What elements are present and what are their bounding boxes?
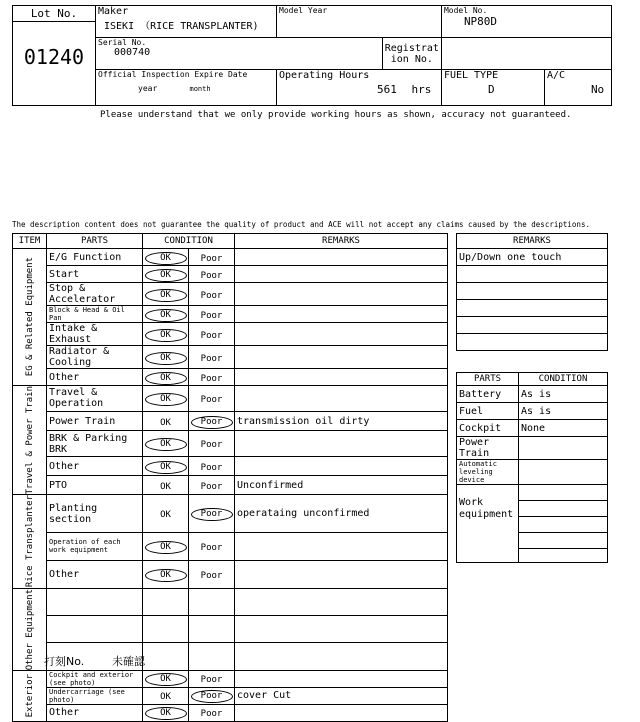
rp-condition: As is — [519, 403, 608, 420]
poor-cell — [189, 670, 235, 687]
item-group-label: Rice Transplanter — [24, 495, 35, 588]
item-group-cell — [13, 495, 47, 588]
hours-cell — [277, 70, 442, 106]
poor-option: Poor — [200, 542, 223, 553]
right-remarks-first: Up/Down one touch — [457, 249, 608, 266]
poor-cell — [189, 495, 235, 533]
ok-option-circled: OK — [145, 309, 187, 322]
part-name: Block & Head & Oil Pan — [47, 306, 143, 323]
year-label: year — [138, 84, 158, 93]
remark — [235, 346, 448, 369]
ok-cell — [143, 704, 189, 721]
poor-option: Poor — [200, 330, 223, 341]
remark — [235, 457, 448, 476]
poor-cell — [189, 386, 235, 412]
ac-value: No — [590, 83, 605, 96]
ok-cell — [143, 386, 189, 412]
part-name: Cockpit and exterior (see photo) — [47, 670, 143, 687]
poor-option-circled: Poor — [191, 416, 233, 429]
right-remarks-row — [457, 334, 608, 351]
work-equipment-label: Work equipment — [457, 485, 519, 563]
part-name: Start — [47, 266, 143, 283]
model-year-label: Model Year — [279, 6, 328, 15]
ok-cell — [143, 615, 189, 642]
remark — [235, 615, 448, 642]
item-group-cell — [13, 249, 47, 386]
ok-option-circled: OK — [145, 541, 187, 554]
remark — [235, 532, 448, 560]
poor-cell — [189, 346, 235, 369]
footer-label: 打刻No. — [44, 655, 85, 668]
ok-cell — [143, 588, 189, 615]
part-name: Planting section — [47, 495, 143, 533]
part-name: E/G Function — [47, 249, 143, 266]
poor-option: Poor — [200, 353, 223, 364]
ac-cell — [544, 70, 611, 106]
ok-option-circled: OK — [145, 372, 187, 385]
ok-option-circled: OK — [145, 393, 187, 406]
part-name: Power Train — [47, 411, 143, 430]
remark: operataing unconfirmed — [235, 495, 448, 533]
part-name: Radiator & Cooling — [47, 346, 143, 369]
rp-condition: None — [519, 420, 608, 437]
right-remarks-row — [457, 283, 608, 300]
ok-cell — [143, 643, 189, 670]
item-group-cell — [13, 670, 47, 721]
right-remarks-row — [457, 300, 608, 317]
right-work-table — [456, 459, 608, 563]
remark: Unconfirmed — [235, 476, 448, 495]
auto-leveling-value — [519, 460, 608, 485]
remark: cover Cut — [235, 687, 448, 704]
poor-cell — [189, 369, 235, 386]
work-row — [519, 501, 608, 517]
item-group-cell — [13, 588, 47, 670]
part-name — [47, 588, 143, 615]
rp-col-condition: CONDITION — [519, 373, 608, 386]
rp-condition: As is — [519, 386, 608, 403]
ok-cell — [143, 266, 189, 283]
ok-cell — [143, 346, 189, 369]
ok-cell — [143, 670, 189, 687]
poor-option: Poor — [200, 270, 223, 281]
remark — [235, 249, 448, 266]
ok-option: OK — [160, 481, 171, 492]
ok-cell — [143, 476, 189, 495]
maker-label: Maker — [98, 6, 129, 17]
ok-cell — [143, 687, 189, 704]
work-row — [519, 533, 608, 549]
poor-cell — [189, 615, 235, 642]
remark — [235, 704, 448, 721]
poor-cell — [189, 588, 235, 615]
maker-cell — [96, 6, 277, 38]
right-remarks-table — [456, 233, 608, 351]
ok-option-circled: OK — [145, 673, 187, 686]
poor-option: Poor — [200, 290, 223, 301]
poor-cell — [189, 560, 235, 588]
remark — [235, 670, 448, 687]
poor-cell — [189, 249, 235, 266]
ok-option: OK — [160, 417, 171, 428]
ok-cell — [143, 457, 189, 476]
remark — [235, 323, 448, 346]
poor-option: Poor — [200, 440, 223, 451]
part-name: Other — [47, 704, 143, 721]
ok-option-circled: OK — [145, 438, 187, 451]
col-remarks-header: REMARKS — [235, 234, 448, 249]
serial-cell — [96, 38, 383, 70]
right-remarks-row — [457, 317, 608, 334]
poor-cell — [189, 283, 235, 306]
rp-col-parts: PARTS — [457, 373, 519, 386]
item-group-label: EG & Related Equipment — [24, 257, 35, 377]
ac-label: A/C — [546, 70, 565, 81]
serial-value: 000740 — [114, 47, 151, 58]
poor-cell — [189, 687, 235, 704]
poor-cell — [189, 457, 235, 476]
inspection-cell — [96, 70, 277, 106]
poor-cell — [189, 306, 235, 323]
poor-cell — [189, 643, 235, 670]
ok-cell — [143, 369, 189, 386]
hours-label: Operating Hours — [279, 70, 370, 81]
remark — [235, 431, 448, 457]
work-row — [519, 517, 608, 533]
registration-label: Registrat ion No. — [382, 38, 441, 70]
ok-option-circled: OK — [145, 569, 187, 582]
remark: transmission oil dirty — [235, 411, 448, 430]
rp-part: Cockpit — [457, 420, 519, 437]
part-name: Other — [47, 560, 143, 588]
serial-label: Serial No. — [98, 38, 147, 47]
model-year-cell — [277, 6, 442, 38]
inspection-label: Official Inspection Expire Date — [98, 70, 248, 79]
maker-value: ISEKI （RICE TRANSPLANTER) — [104, 21, 259, 32]
model-no-cell — [441, 6, 611, 38]
poor-option: Poor — [200, 570, 223, 581]
ok-option-circled: OK — [145, 289, 187, 302]
right-parts-table — [456, 372, 608, 460]
poor-option: Poor — [200, 709, 223, 720]
part-name: PTO — [47, 476, 143, 495]
poor-cell — [189, 266, 235, 283]
ok-option-circled: OK — [145, 329, 187, 342]
ok-option-circled: OK — [145, 707, 187, 720]
ok-cell — [143, 495, 189, 533]
poor-cell — [189, 323, 235, 346]
ok-cell — [143, 560, 189, 588]
header-table — [12, 5, 612, 106]
part-name: BRK & Parking BRK — [47, 431, 143, 457]
footer-value: 未確認 — [112, 655, 145, 668]
hours-unit: hrs — [411, 83, 432, 96]
poor-option: Poor — [200, 310, 223, 321]
condition-table — [12, 233, 448, 722]
auto-leveling-label: Automatic leveling device — [457, 460, 519, 485]
remark — [235, 643, 448, 670]
work-row — [519, 549, 608, 563]
ok-cell — [143, 283, 189, 306]
poor-option: Poor — [200, 373, 223, 384]
poor-cell — [189, 431, 235, 457]
right-remarks-row — [457, 266, 608, 283]
ok-cell — [143, 249, 189, 266]
ok-option: OK — [160, 510, 171, 521]
part-name: Travel & Operation — [47, 386, 143, 412]
part-name: Stop & Accelerator — [47, 283, 143, 306]
remark — [235, 266, 448, 283]
remark — [235, 369, 448, 386]
fuel-cell — [441, 70, 544, 106]
item-group-label: Other Equipment — [24, 588, 35, 670]
remark — [235, 560, 448, 588]
model-no-label: Model No. — [443, 6, 488, 15]
hours-note: Please understand that we only provide working hours as shown, accuracy not guaranteed. — [100, 110, 572, 120]
poor-option: Poor — [200, 675, 223, 686]
right-remarks-header: REMARKS — [457, 234, 608, 249]
item-group-label: Exterior — [24, 674, 35, 718]
disclaimer: The description content does not guarantee the quality of product and ACE will not accept any claims caused by the descriptions. — [12, 220, 590, 229]
ok-cell — [143, 411, 189, 430]
poor-option: Poor — [200, 253, 223, 264]
rp-condition — [519, 437, 608, 460]
col-parts-header: PARTS — [47, 234, 143, 249]
poor-cell — [189, 411, 235, 430]
item-group-label: Travel & Power Train — [24, 386, 35, 495]
poor-option: Poor — [200, 481, 223, 492]
part-name: Other — [47, 369, 143, 386]
ok-cell — [143, 532, 189, 560]
poor-option: Poor — [200, 462, 223, 473]
ok-cell — [143, 431, 189, 457]
fuel-value: D — [487, 83, 495, 96]
item-group-cell — [13, 386, 47, 495]
lot-number: 01240 — [23, 45, 85, 69]
month-label: month — [189, 85, 211, 93]
part-name: Other — [47, 457, 143, 476]
ok-option-circled: OK — [145, 461, 187, 474]
ok-option-circled: OK — [145, 269, 187, 282]
ok-cell — [143, 323, 189, 346]
rp-part: Battery — [457, 386, 519, 403]
rp-part: Fuel — [457, 403, 519, 420]
ok-option-circled: OK — [145, 252, 187, 265]
ok-option-circled: OK — [145, 352, 187, 365]
remark — [235, 306, 448, 323]
ok-cell — [143, 306, 189, 323]
remark — [235, 283, 448, 306]
remark — [235, 386, 448, 412]
poor-option-circled: Poor — [191, 508, 233, 521]
poor-cell — [189, 704, 235, 721]
work-row — [519, 485, 608, 501]
part-name: Intake & Exhaust — [47, 323, 143, 346]
remark — [235, 588, 448, 615]
model-no-value: NP80D — [463, 15, 498, 28]
ok-option: OK — [160, 692, 171, 703]
poor-option: Poor — [200, 394, 223, 405]
part-name: Operation of each work equipment — [47, 532, 143, 560]
part-name: Undercarriage (see photo) — [47, 687, 143, 704]
poor-option-circled: Poor — [191, 690, 233, 703]
poor-cell — [189, 532, 235, 560]
hours-value: 561 — [377, 83, 397, 96]
poor-cell — [189, 476, 235, 495]
rp-part: Power Train — [457, 437, 519, 460]
col-condition-header: CONDITION — [143, 234, 235, 249]
lot-cell — [13, 6, 96, 106]
col-item-header: ITEM — [13, 234, 47, 249]
lot-label: Lot No. — [13, 6, 95, 22]
part-name — [47, 615, 143, 642]
registration-value — [441, 38, 611, 70]
fuel-label: FUEL TYPE — [443, 70, 499, 81]
